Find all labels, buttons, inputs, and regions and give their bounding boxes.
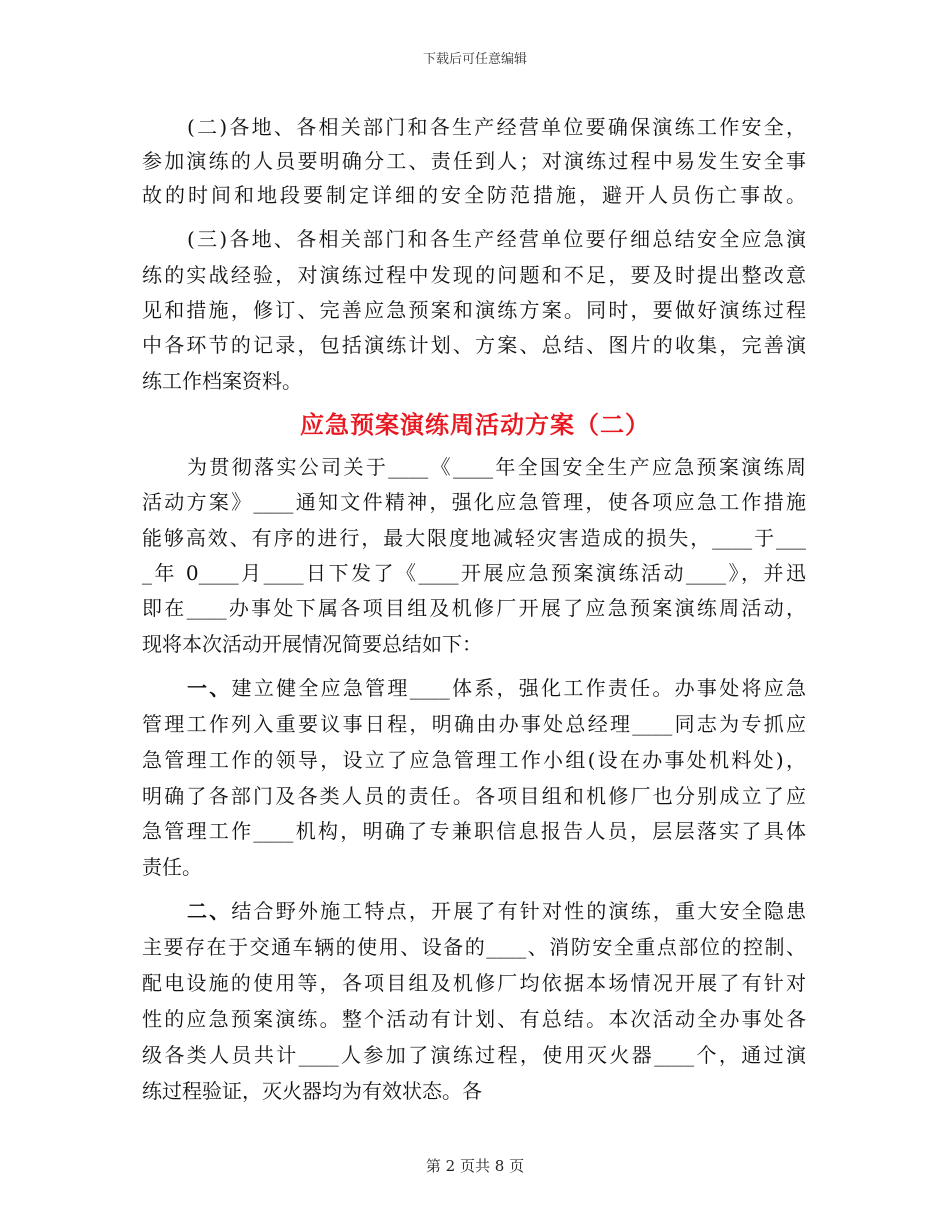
opening-line-2: 活动方案》____通知文件精神，强化应急管理，使各项应急工作措施	[142, 490, 806, 514]
paragraph-3-line-4: 中各环节的记录，包括演练计划、方案、总结、图片的收集，完善演	[142, 333, 806, 357]
opening-line-5: 即在____办事处下属各项目组及机修厂开展了应急预案演练周活动，	[142, 596, 806, 620]
section-1-line-5: 急管理工作____机构，明确了专兼职信息报告人员，层层落实了具体	[142, 819, 806, 843]
section-2-line-2: 主要存在于交通车辆的使用、设备的____、消防安全重点部位的控制、	[142, 935, 806, 959]
paragraph-2-line-2: 参加演练的人员要明确分工、责任到人；对演练过程中易发生安全事	[142, 149, 806, 173]
section-2-line-3: 配电设施的使用等，各项目组及机修厂均依据本场情况开展了有针对	[142, 971, 806, 995]
section-1-line-3: 急管理工作的领导，设立了应急管理工作小组(设在办事处机料处)，	[142, 748, 806, 772]
section-1-line-6: 责任。	[142, 855, 202, 879]
section-1-line-1: 一、建立健全应急管理____体系，强化工作责任。办事处将应急	[187, 676, 807, 700]
section-2-line-5: 级各类人员共计____人参加了演练过程，使用灭火器____个，通过演	[142, 1043, 806, 1067]
opening-line-3: 能够高效、有序的进行，最大限度地减轻灾害造成的损失，____于___	[142, 526, 806, 550]
section-number: 二、	[187, 899, 232, 923]
section-2-line-6: 练过程验证，灭火器均为有效状态。各	[142, 1079, 482, 1103]
paragraph-3-line-3: 见和措施，修订、完善应急预案和演练方案。同时，要做好演练过程	[142, 298, 806, 322]
paragraph-3-line-1: (三)各地、各相关部门和各生产经营单位要仔细总结安全应急演	[187, 227, 806, 251]
paragraph-2-line-1: (二)各地、各相关部门和各生产经营单位要确保演练工作安全，	[187, 115, 806, 139]
paragraph-3-line-5: 练工作档案资料。	[142, 369, 302, 393]
paragraph-3-line-2: 练的实战经验，对演练过程中发现的问题和不足，要及时提出整改意	[142, 263, 806, 287]
section-2-line-4: 性的应急预案演练。整个活动有计划、有总结。本次活动全办事处各	[142, 1007, 806, 1031]
section-2-line-1: 二、结合野外施工特点，开展了有针对性的演练，重大安全隐患	[187, 899, 807, 923]
opening-line-6: 现将本次活动开展情况简要总结如下：	[142, 632, 482, 656]
opening-line-1: 为贯彻落实公司关于____《____年全国安全生产应急预案演练周	[187, 455, 806, 479]
section-1-line-4: 明确了各部门及各类人员的责任。各项目组和机修厂也分别成立了应	[142, 784, 806, 808]
opening-line-4: _年 0____月____日下发了《____开展应急预案演练活动____》，并迅	[142, 561, 806, 585]
page-header: 下载后可任意编辑	[422, 52, 527, 67]
document-title: 应急预案演练周活动方案（二）	[300, 410, 650, 439]
section-1-line-2: 管理工作列入重要议事日程，明确由办事处总经理____同志为专抓应	[142, 712, 806, 736]
page-number-footer: 第 2 页共 8 页	[425, 1157, 525, 1175]
section-number: 一、	[187, 676, 232, 700]
paragraph-2-line-3: 故的时间和地段要制定详细的安全防范措施，避开人员伤亡事故。	[142, 183, 806, 207]
